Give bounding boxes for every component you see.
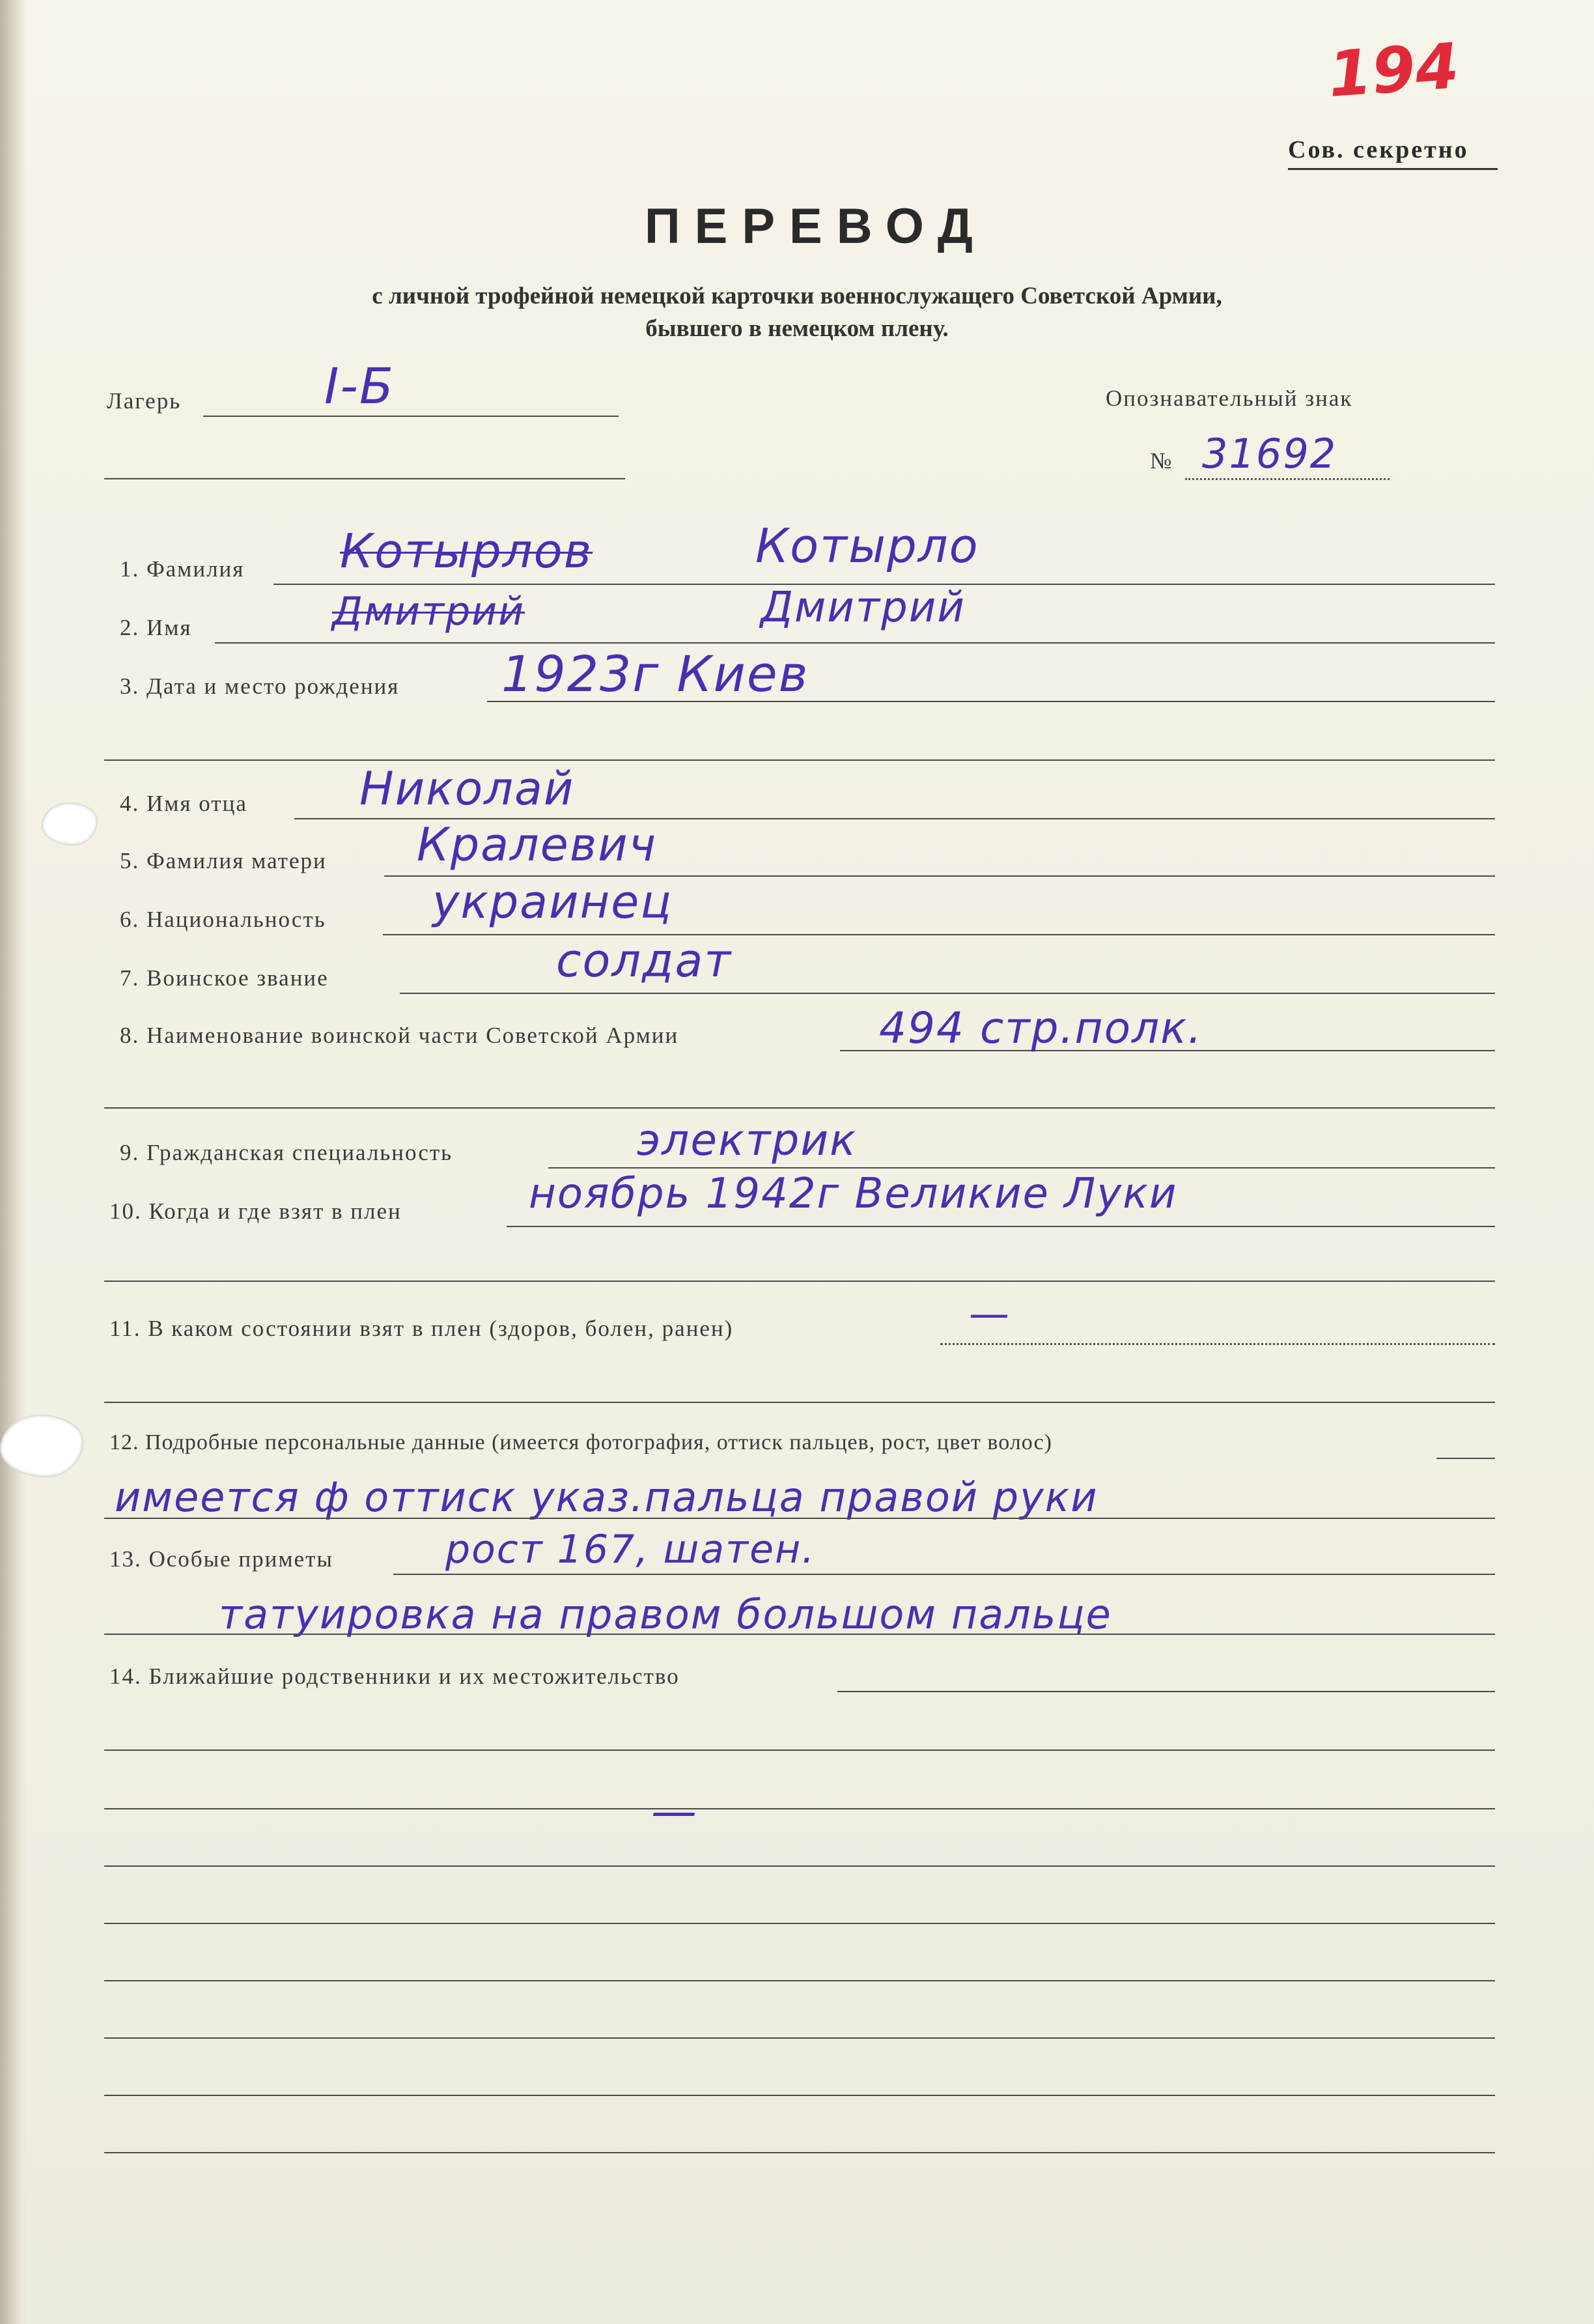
subtitle-line-2: бывшего в немецком плену. (645, 315, 949, 342)
mother-surname-label: 5. Фамилия матери (120, 848, 327, 873)
capture-condition-value: — (969, 1290, 1011, 1337)
surname-value: Котырлов (340, 524, 593, 578)
first-name-line (215, 642, 1495, 644)
surname-label: 1. Фамилия (120, 556, 245, 582)
rank-value: солдат (556, 934, 733, 987)
father-name-value: Николай (359, 762, 575, 815)
father-name-label: 4. Имя отца (120, 791, 247, 816)
captured-label: 10. Когда и где взят в плен (109, 1198, 402, 1224)
unit-value: 494 стр.полк. (879, 1003, 1203, 1053)
handwritten-document-number: 194 (1326, 29, 1462, 111)
captured-line (507, 1226, 1495, 1227)
special-marks-value-line-2: татуировка на правом большом пальце (219, 1591, 1112, 1638)
mother-surname-value: Кралевич (417, 818, 657, 872)
secrecy-label: Сов. секретно (1288, 136, 1469, 163)
relatives-line-3 (104, 1808, 1495, 1809)
secrecy-underline (1288, 168, 1498, 170)
rank-label: 7. Воинское звание (120, 965, 329, 991)
id-number-value: 31692 (1202, 430, 1337, 477)
rank-line (400, 993, 1495, 994)
relatives-line-8 (104, 2095, 1495, 2096)
unit-label: 8. Наименование воинской части Советской Армии (120, 1023, 679, 1048)
relatives-line (837, 1691, 1495, 1692)
first-name-label: 2. Имя (120, 615, 192, 640)
camp-value: I-Б (324, 357, 395, 415)
relatives-value: — (651, 1785, 698, 1838)
capture-condition-label: 11. В каком состоянии взят в плен (здоров, болен, ранен) (109, 1316, 734, 1341)
personal-details-value: имеется ф оттиск указ.пальца правой руки (115, 1473, 1098, 1521)
capture-condition-line-2 (104, 1402, 1495, 1403)
nationality-line (383, 934, 1495, 935)
captured-line-2 (104, 1281, 1495, 1282)
id-mark-label: Опознавательный знак (1106, 386, 1353, 411)
page-title: ПЕРЕВОД (645, 199, 987, 254)
birth-label: 3. Дата и место рождения (120, 673, 400, 699)
civil-specialty-label: 9. Гражданская специальность (120, 1140, 453, 1165)
relatives-line-5 (104, 1923, 1495, 1924)
personal-details-label: 12. Подробные персональные данные (имеется фотография, оттиск пальцев, рост, цвет волос) (109, 1430, 1052, 1454)
camp-line-2 (104, 478, 625, 479)
first-name-value: Дмитрий (332, 589, 525, 634)
relatives-line-4 (104, 1865, 1495, 1867)
unit-line-2 (104, 1107, 1495, 1109)
punch-hole-bottom (0, 1415, 83, 1477)
paper-edge (0, 0, 26, 2324)
id-number-line (1185, 478, 1390, 480)
first-name-value-corrected: Дмитрий (761, 584, 966, 632)
civil-specialty-value: электрик (637, 1115, 857, 1165)
relatives-label: 14. Ближайшие родственники и их местожительство (109, 1664, 680, 1689)
relatives-line-2 (104, 1750, 1495, 1751)
special-marks-label: 13. Особые приметы (109, 1546, 333, 1572)
punch-hole-top (42, 802, 98, 845)
captured-value: ноябрь 1942г Великие Луки (529, 1170, 1178, 1218)
personal-details-line-2 (104, 1518, 1495, 1519)
camp-label: Лагерь (107, 388, 182, 414)
nationality-label: 6. Национальность (120, 907, 326, 932)
id-number-prefix: № (1150, 448, 1173, 474)
special-marks-line-2 (104, 1634, 1495, 1635)
civil-specialty-line (548, 1167, 1495, 1169)
nationality-value: украинец (432, 875, 673, 929)
birth-value: 1923г Киев (501, 645, 809, 703)
special-marks-line (393, 1574, 1495, 1575)
camp-line (203, 416, 619, 417)
relatives-line-7 (104, 2037, 1495, 2039)
subtitle-line-1: с личной трофейной немецкой карточки военнослужащего Советской Армии, (372, 283, 1222, 309)
special-marks-value: рост 167, шатен. (445, 1527, 816, 1572)
relatives-line-6 (104, 1980, 1495, 1981)
relatives-line-9 (104, 2152, 1495, 2153)
personal-details-line (1436, 1458, 1495, 1459)
birth-line-2 (104, 759, 1495, 761)
capture-condition-line (940, 1343, 1495, 1345)
surname-value-corrected: Котырло (755, 518, 979, 573)
